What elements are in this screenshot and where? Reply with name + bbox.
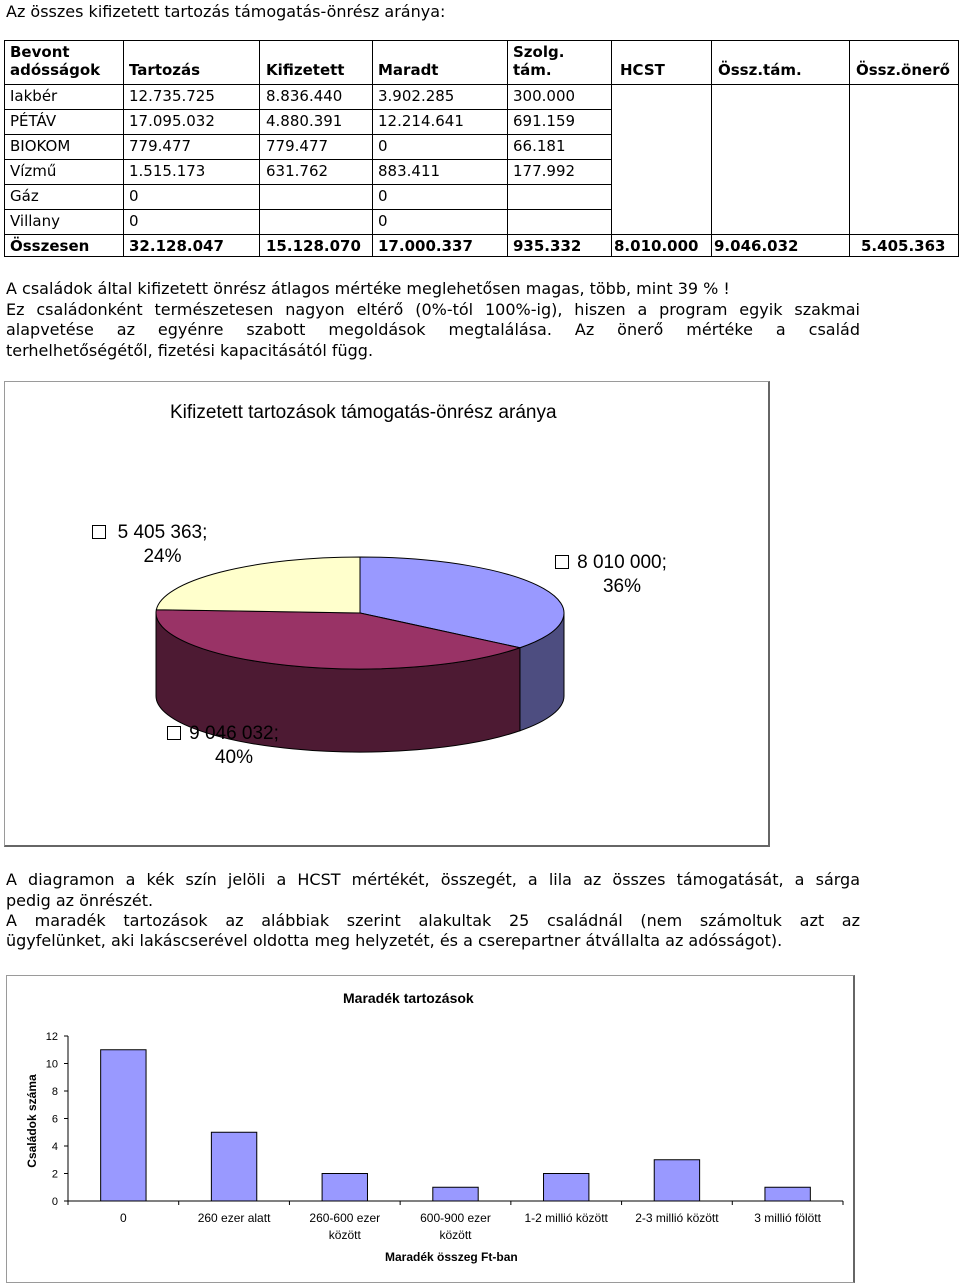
table-cell: 3.902.285 xyxy=(378,87,455,105)
bar xyxy=(101,1050,146,1201)
bar-y-tick-label: 6 xyxy=(51,1113,58,1126)
table-cell: Gáz xyxy=(10,187,39,205)
paragraph-line: A családok által kifizetett önrész átlagos mértéke meglehetősen magas, több, mint 39 % ! xyxy=(6,279,730,298)
table-cell: Vízmű xyxy=(10,162,57,180)
paragraph-line: terhelhetőségétől, fizetési kapacitásától függ. xyxy=(6,341,374,360)
bar-x-tick-label-line: között xyxy=(439,1228,472,1242)
header-szolg-line2: tám. xyxy=(513,61,552,79)
bar xyxy=(211,1132,256,1201)
paragraph-line: alapvetése az egyénre szabott megoldások megtalálása. Az önerő mértéke a család xyxy=(6,320,860,339)
header-tartozas: Tartozás xyxy=(129,61,201,79)
bar-x-tick-label xyxy=(289,1210,400,1244)
pie-chart-title: Kifizetett tartozások támogatás-önrész aránya xyxy=(170,402,557,423)
yellow-slice-percent: 24% xyxy=(143,546,182,567)
bar-x-tick-label-line: 600-900 ezer xyxy=(420,1211,491,1225)
paragraph-line: A maradék tartozások az alábbiak szerint alakultak 25 családnál (nem számoltuk azt az xyxy=(6,911,860,930)
table-cell: 8.836.440 xyxy=(266,87,343,105)
blue-slice-percent: 36% xyxy=(602,576,642,597)
header-maradt: Maradt xyxy=(378,61,439,79)
table-cell: 883.411 xyxy=(378,162,441,180)
table-cell: 177.992 xyxy=(513,162,576,180)
table-cell: 12.735.725 xyxy=(129,87,215,105)
total-maradt: 17.000.337 xyxy=(378,237,473,255)
header-hcst: HCST xyxy=(620,61,665,79)
table-cell: BIOKOM xyxy=(10,137,71,155)
total-kifizetett: 15.128.070 xyxy=(266,237,361,255)
header-kifizetett: Kifizetett xyxy=(266,61,345,79)
table-cell: 0 xyxy=(378,137,388,155)
table-cell: 779.477 xyxy=(266,137,329,155)
purple-slice-value: 9 046 032; xyxy=(189,723,279,744)
bar xyxy=(765,1187,810,1201)
table-cell: 12.214.641 xyxy=(378,112,464,130)
total-hcst: 8.010.000 xyxy=(614,237,699,255)
total-tartozas: 32.128.047 xyxy=(129,237,224,255)
total-szolg-tam: 935.332 xyxy=(513,237,582,255)
header-szolg-line1: Szolg. xyxy=(513,43,565,61)
table-cell: 691.159 xyxy=(513,112,576,130)
total-ossz-tam: 9.046.032 xyxy=(714,237,799,255)
header-bevont-line2: adósságok xyxy=(10,61,101,79)
header-ossz-tam: Össz.tám. xyxy=(718,61,802,79)
table-cell: 0 xyxy=(378,187,388,205)
bar-x-tick-label xyxy=(68,1210,179,1227)
bar-y-tick-label: 4 xyxy=(51,1141,58,1153)
bar-x-tick-label-line: 0 xyxy=(120,1211,127,1225)
paragraph-line: A diagramon a kék szín jelöli a HCST mértékét, összegét, a lila az összes támogatását, a sárga xyxy=(6,870,860,889)
table-cell: Villany xyxy=(10,212,61,230)
intro-heading: Az összes kifizetett tartozás támogatás-önrész aránya: xyxy=(6,2,446,21)
bar-x-tick-label xyxy=(511,1210,622,1227)
bar-y-tick-label: 0 xyxy=(51,1196,58,1208)
header-ossz-onero: Össz.önerő xyxy=(856,61,950,79)
table-cell: 631.762 xyxy=(266,162,329,180)
yellow-slice-value: 5 405 363; xyxy=(117,522,208,543)
bar-y-tick-label: 2 xyxy=(51,1168,58,1181)
table-cell: 4.880.391 xyxy=(266,112,343,130)
total-label: Összesen xyxy=(10,237,90,255)
purple-slice-percent: 40% xyxy=(214,747,254,768)
bar-x-axis-label: Maradék összeg Ft-ban xyxy=(385,1250,518,1264)
table-cell: 1.515.173 xyxy=(129,162,206,180)
blue-slice-value: 8 010 000; xyxy=(577,552,667,573)
bar-x-tick-label-line: 260-600 ezer xyxy=(309,1211,381,1225)
bar xyxy=(544,1174,589,1202)
paragraph-line: ügyfelünket, aki lakáscserével oldotta meg helyzetét, és a cserepartner átvállalta az adósságot). xyxy=(6,931,783,950)
bar-x-tick-label xyxy=(622,1210,733,1227)
table-cell: 779.477 xyxy=(129,137,192,155)
bar-x-tick-label xyxy=(179,1210,290,1227)
bar-y-tick-label: 8 xyxy=(51,1086,58,1098)
bar-x-tick-label xyxy=(400,1210,511,1244)
bar-chart-title: Maradék tartozások xyxy=(343,990,474,1006)
bar-x-tick-label-line: között xyxy=(328,1228,361,1242)
bar-x-tick-label-line: 260 ezer alatt xyxy=(197,1211,271,1225)
bar xyxy=(433,1187,478,1201)
table-cell: 0 xyxy=(378,212,388,230)
bar-x-tick-label-line: 2-3 millió között xyxy=(635,1211,719,1225)
bar-x-tick-label-line: 3 millió fölött xyxy=(754,1211,821,1225)
table-cell: Iakbér xyxy=(10,87,58,105)
bar-y-tick-label: 12 xyxy=(45,1031,58,1043)
bar xyxy=(654,1160,699,1201)
paragraph-line: pedig az önrészét. xyxy=(6,891,154,910)
table-cell: 0 xyxy=(129,212,139,230)
total-ossz-onero: 5.405.363 xyxy=(861,237,946,255)
bar-y-axis-label: Családok száma xyxy=(25,1074,39,1168)
table-cell: 66.181 xyxy=(513,137,566,155)
table-cell: 0 xyxy=(129,187,139,205)
table-cell: 17.095.032 xyxy=(129,112,215,130)
table-cell: PÉTÁV xyxy=(10,112,57,130)
table-cell: 300.000 xyxy=(513,87,576,105)
paragraph-line: Ez családonként természetesen nagyon eltérő (0%-tól 100%-ig), hiszen a program egyik szakmai xyxy=(6,300,860,319)
bar-x-tick-label-line: 1-2 millió között xyxy=(524,1211,608,1225)
bar-y-tick-label: 10 xyxy=(45,1058,58,1071)
bar-x-tick-label xyxy=(732,1210,843,1227)
bar xyxy=(322,1174,367,1202)
header-bevont-line1: Bevont xyxy=(10,43,70,61)
